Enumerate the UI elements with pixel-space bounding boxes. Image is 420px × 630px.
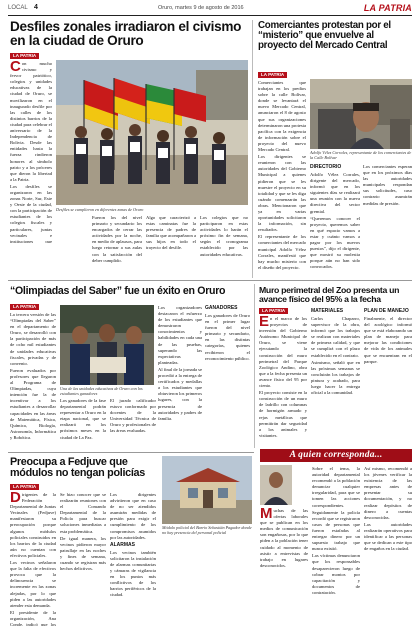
story6-col3: Así mismo, recomendó a los jóvenes verificar la existencia de las empresas antes de presentar su documentación, y no realizar depósitos de dinero a cuentas desconocidas. Las autoridades realizarán operativos para identificar a las personas que se dedican a este tipo de engaños en la ciudad. — [364, 466, 412, 552]
section-divider — [8, 452, 254, 453]
section-divider — [8, 280, 412, 281]
story3-col3: El jurado calificador estuvo conformado por docentes de la Universidad Técnica de Oruro y profesionales de las áreas evaluadas. — [110, 398, 156, 434]
story6-portrait-photo — [260, 465, 292, 505]
section-label: LOCAL — [8, 5, 28, 11]
story2-col2: DIRECTORIO Adolfo Vélez Corrales, dirigente del mercado, informó que en los siguientes días se realizará una reunión con la nueva directiva del sector gremial. “Queremos conocer el proyecto, queremos saber en qué espacio vamos a estar y cuánto vamos a pagar por los nuevos puestos”, dijo el dirigente, que mostró su molestia porque aún no han sido convocados. — [310, 164, 360, 270]
story5-dropcap: D — [10, 492, 21, 506]
page-number: 4 — [34, 4, 38, 11]
module-photo-image — [162, 456, 252, 524]
story2-col3: Los comerciantes esperan que en los próximos días las autoridades municipales respondan sus solicitudes, caso contrario asumirán medidas de presión. — [363, 164, 412, 206]
story4-col2: MATERIALES Carlos Chaparro, supervisor de la obra, informó que los trabajos se realizan con materiales de primera calidad, y que se cumplirá con el plazo establecido en el contrato. Asimismo, señaló que en las próximas semanas se concluirán los trabajos de pintura y acabado, para luego hacer la entrega oficial a la comunidad. — [311, 308, 360, 396]
portrait-photo-image — [260, 465, 292, 505]
story1-col3: Algo que caracterizó a estas caminatas fue la presencia de padres de familia que acompañaron a sus hijos en todo el trayecto del desfile. — [146, 215, 196, 251]
story1-col2: Fueron los del nivel primario y secundario los encargados de cerrar las actividades por la noche, en medio de aplausos, para luego retornar a sus aulas con la satisfacción del deber cumplido. — [92, 215, 142, 263]
story3-headline: “Olimpiadas del Saber” fue un éxito en Oruro — [10, 285, 226, 297]
opinion-banner-title: A quien corresponda... — [289, 450, 383, 460]
story2-headline: Comerciantes protestan por el “misterio” que envuelve al proyecto del Mercado Central — [258, 20, 391, 51]
story3-caption: Una de las unidades educativas de Oruro con los estudiantes ganadores — [60, 386, 143, 396]
story5-tag: LA PATRIA — [10, 484, 39, 490]
story4-headline: Muro perimetral del Zoo presenta un avance físico del 95% a la fecha — [259, 285, 400, 304]
story6-col2: Sobre el tema, la autoridad departamental recomendó a la población denunciar cualquier irregularidad, para que se tomen las acciones correspondientes. Seguidamente la policía recordó que se registraron casos de personas que fueron estafadas al entregar dinero por un supuesto trabajo que nunca existió. Las víctimas denunciaron que los responsables desaparecieron luego de cobrar montos por capacitación y documentos de contratación. — [312, 466, 360, 595]
story5-col1: Dirigentes de la Federación Departamental de Juntas Vecinales (Fedjuve) manifestaron su preocupación porque algunos módulos policiales construidos en los barrios de la ciudad aún no cuentan con efectivos policiales. Los vecinos señalaron que la falta de efectivos provoca que la delincuencia se incremente en las zonas alejadas, por lo que piden a las autoridades atender esta demanda. El presidente de la organización, Ana Conde, indicó que los — [10, 492, 56, 626]
story3-col4: Los organizadores destacaron el esfuerzo de los estudiantes que demostraron conocimientos y habilidades en cada una de las pruebas, superando las expectativas planteadas. Al final de la jornada se procedió a la entrega de certificados y medallas a los estudiantes que obtuvieron los primeros lugares, con la presencia de autoridades y padres de familia. — [158, 305, 202, 421]
parade-photo-image — [56, 60, 248, 205]
story6-dropcap: M — [260, 508, 273, 522]
story1-tag: LA PATRIA — [10, 53, 39, 59]
story6-col1: Muchas de las ofertas laborales que se publican en los medios de comunicación son engañosas, por lo que piden a la población tener cuidado al momento de asistir a entrevistas de trabajo en lugares desconocidos. — [260, 508, 308, 568]
story3-col2: Los ganadores de la fase departamental podrán representar a Oruro en la etapa nacional, que se realizará en los próximos meses en la ciudad de La Paz. — [60, 398, 106, 440]
column-divider — [252, 20, 253, 278]
story2-tag: LA PATRIA — [258, 72, 287, 78]
newspaper-logo: LA PATRIA — [363, 3, 412, 13]
story5-col3: Los dirigentes advirtieron que en caso de no ser atendidos asumirán medidas de presión para exigir el cumplimiento de los compromisos asumidos por las autoridades. ALARMAS Los vecinos también solicitaron la instalación de alarmas comunitarias y cámaras de vigilancia en los puntos más conflictivos de los barrios periféricos de la ciudad. — [110, 492, 156, 598]
story1-caption: Desfiles se cumplieron en diferentes zonas de Oruro — [56, 207, 144, 212]
story3-tag: LA PATRIA — [10, 304, 39, 310]
story3-students-photo — [60, 305, 154, 385]
story1-col1: Con mucho civismo y fervor patriótico, colegios y unidades educativas de la ciudad de Oruro, se movilizaron en el inaugurado desfile por las calles de los distintos barrios de la ciudad para celebrar el aniversario de la Independencia de Bolivia. Desde las entidades hasta la fuerza rindieron honores al símbolo patrio y a los próceres que dieron la libertad a la Patria. Los desfiles se organizaron en las zonas Norte, Sur, Este y Oeste de la ciudad, con la participación de estudiantes de los colegios fiscales y particulares, juntas vecinales e instituciones que — [10, 61, 52, 243]
story5-col2: Se hizo conocer que se realizarán reuniones con el Comando Departamental de la Policía para buscar soluciones inmediatas a esta problemática. De igual manera, los vecinos pidieron mayor patrullaje en las noches y fines de semana, cuando se registran más hechos delictivos. — [60, 492, 106, 572]
opinion-banner — [260, 449, 412, 462]
story1-col4: Los colegios que no participaron en estas actividades lo harán el próximo fin de semana, según el cronograma establecido por las autoridades educativas. — [200, 215, 248, 257]
story2-caption: Adolfo Vélez Corrales, representante de los comerciantes de la Calle Bolívar — [310, 150, 412, 160]
story2-merchant-photo — [310, 79, 412, 149]
story1-headline: Desfiles zonales irradiaron el civismo en la ciudad de Oruro — [10, 19, 242, 48]
story4-col3: PLAN DE MANEJO Finalmente, el director del zoológico informó que se está elaborando un plan de manejo para mejorar las condiciones de vida de los animales que se encuentran en el parque. — [364, 308, 412, 364]
story1-dropcap: C — [10, 61, 21, 75]
page-header — [8, 4, 412, 16]
story4-tag: LA PATRIA — [259, 308, 288, 314]
story1-parade-photo — [56, 60, 248, 205]
story4-col1: En el marco de los proyectos de inversión del Gobierno Autónomo Municipal de Oruro, se viene ejecutando la construcción del muro perimetral del Parque Zoológico Andino, obra que a la fecha presenta un avance físico del 95 por ciento. El proyecto consiste en la construcción de un muro de ladrillo con columnas de hormigón armado y rejas metálicas que permitirán dar seguridad a los animales y visitantes. — [259, 316, 307, 438]
story5-headline: Preocupa a Fedjuve que módulos no tengan policías — [10, 456, 145, 479]
story5-caption: Módulo policial del Barrio Sebastián Pagador donde no hay presencia del personal policial — [162, 525, 252, 535]
students-photo-image — [60, 305, 154, 385]
story5-module-photo — [162, 456, 252, 524]
story3-col5: GANADORES Los ganadores de Oruro en el primer lugar fueron del nivel primario y secundario, en las distintas categorías, quienes recibieron el reconocimiento público. — [205, 305, 250, 361]
story4-dropcap: E — [259, 316, 270, 330]
story3-col1: La tercera versión de las “Olimpiadas del Saber” en el departamento de Oruro, se desarrolló con la participación de más de ocho mil estudiantes de unidades educativas fiscales, privadas y de convenio. Fueron evaluados por profesores que llegaron al Programa de Olimpiadas, cuya intención fue la de incentivar a los estudiantes a desarrollar capacidades en las áreas de Matemática, Física, Química, Biología, Astronomía, Informática y Robótica. — [10, 312, 56, 440]
story2-col1: Comerciantes que trabajan en los predios sobre la calle Bolívar, donde se levantará el nuevo Mercado Central, anunciaron el 8 de agosto que sus organizaciones determinaron una protesta pacífica con la exigencia de información sobre el proyecto del nuevo Mercado Central. Los dirigentes se reunieron con las autoridades del Gobierno Municipal a quienes pidieron que se les muestre el proyecto en su totalidad y que se les diga cuándo comenzarán las obras. Mencionaron que ya en varias oportunidades solicitaron la información, sin resultados. El representante de los comerciantes del mercado municipal Adolfo Vélez Corrales, manifestó que hay mucho misterio con el diseño del proyecto. — [258, 80, 306, 270]
merchant-photo-image — [310, 79, 412, 149]
column-divider — [254, 284, 255, 448]
issue-date: Oruro, martes 9 de agosto de 2016 — [158, 5, 244, 11]
